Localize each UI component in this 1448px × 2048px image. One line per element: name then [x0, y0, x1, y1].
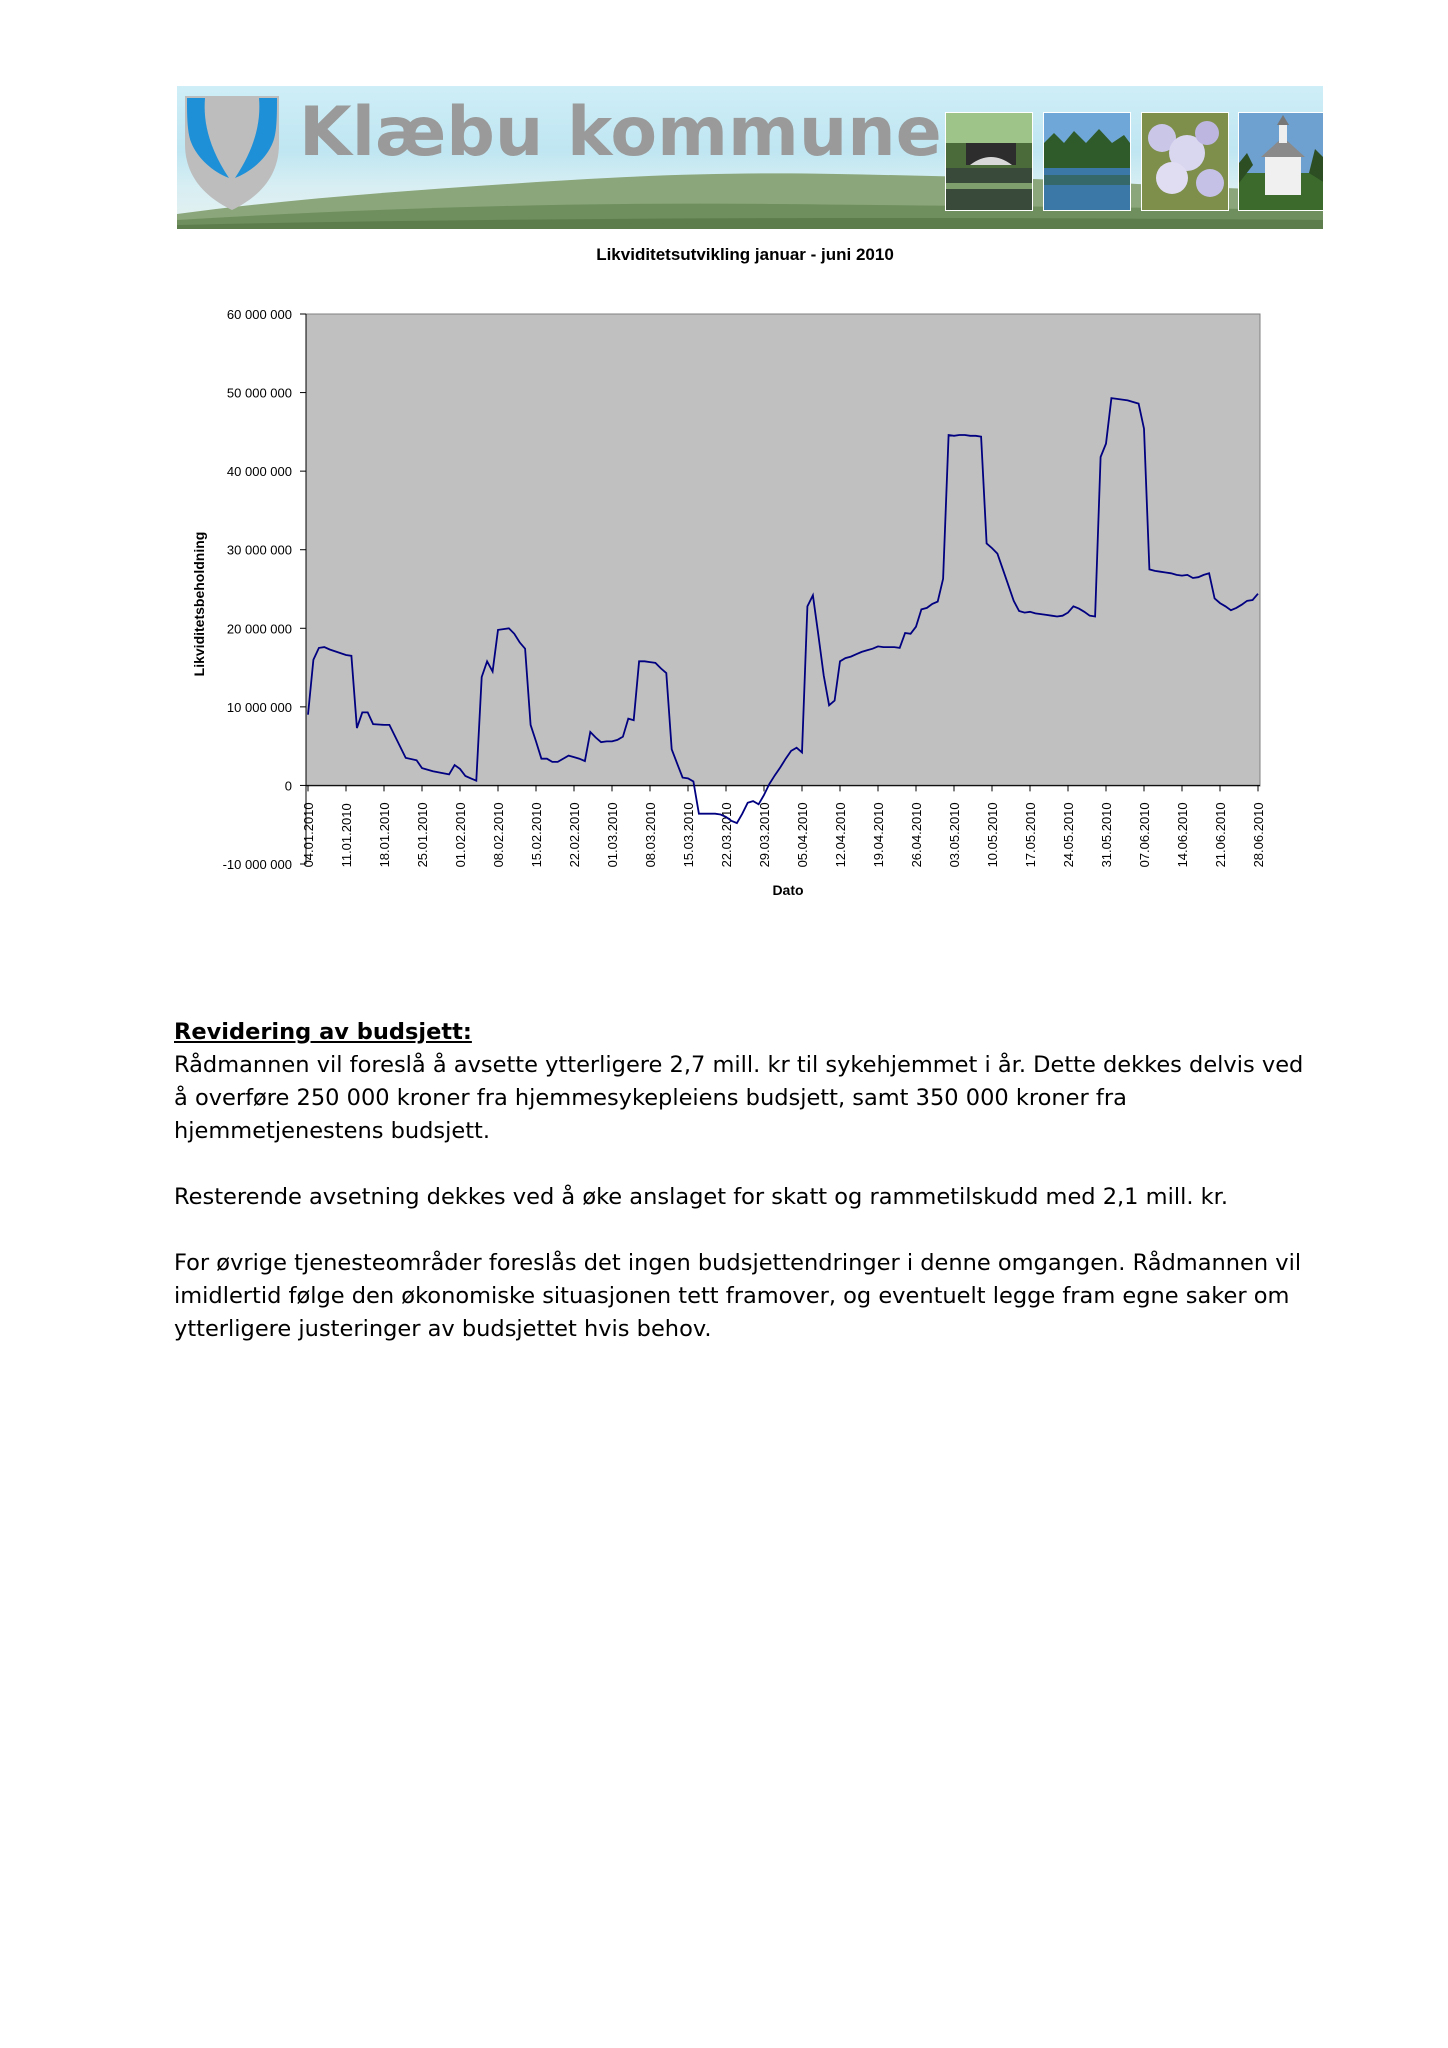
x-tick-label: 18.01.2010	[377, 802, 392, 868]
x-tick-label: 07.06.2010	[1137, 802, 1152, 868]
x-axis	[301, 785, 1266, 867]
x-tick-label: 10.05.2010	[985, 802, 1000, 868]
budget-revision-section	[174, 1016, 1314, 1379]
x-tick-label: 12.04.2010	[833, 802, 848, 868]
y-tick-label: -10 000 000	[222, 857, 292, 872]
liquidity-chart	[170, 240, 1280, 900]
x-tick-label: 29.03.2010	[757, 802, 772, 868]
x-tick-label: 08.03.2010	[643, 802, 658, 868]
y-tick-label: 10 000 000	[226, 699, 292, 715]
x-tick-label: 21.06.2010	[1213, 802, 1228, 868]
x-tick-label: 14.06.2010	[1175, 802, 1190, 868]
bridge-photo	[945, 112, 1033, 211]
section-heading: Revidering av budsjett:	[174, 1019, 472, 1045]
x-tick-label: 26.04.2010	[909, 802, 924, 868]
municipality-title: Klæbu kommune	[299, 93, 942, 172]
plot-area	[306, 314, 1260, 786]
x-tick-label: 17.05.2010	[1023, 802, 1038, 868]
x-tick-label: 01.03.2010	[605, 802, 620, 868]
x-tick-label: 04.01.2010	[301, 802, 316, 868]
y-axis-title: Likviditetsbeholdning	[191, 531, 207, 677]
x-tick-label: 05.04.2010	[795, 802, 810, 868]
y-tick-label: 40 000 000	[226, 464, 292, 480]
x-tick-label: 22.03.2010	[719, 802, 734, 868]
x-tick-label: 19.04.2010	[871, 802, 886, 868]
x-tick-label: 01.02.2010	[453, 802, 468, 868]
church-photo	[1238, 112, 1323, 211]
x-tick-label: 22.02.2010	[567, 802, 582, 868]
paragraph-2: Resterende avsetning dekkes ved å øke anslaget for skatt og rammetilskudd med 2,1 mill. kr.	[174, 1184, 1228, 1210]
paragraph-1: Rådmannen vil foreslå å avsette ytterligere 2,7 mill. kr til sykehjemmet i år. Dette dekkes delvis ved å overføre 250 000 kroner fra hjemmesykepleiens budsjett, samt 350 000 kroner fra hjemmetjenestens budsjett.	[174, 1052, 1304, 1144]
y-tick-label: 30 000 000	[226, 542, 292, 558]
x-tick-label: 24.05.2010	[1061, 802, 1076, 868]
x-axis-title: Dato	[772, 882, 804, 898]
chart-title: Likviditetsutvikling januar - juni 2010	[596, 245, 894, 264]
y-tick-label: 50 000 000	[226, 385, 292, 401]
y-axis	[223, 307, 306, 872]
x-tick-label: 28.06.2010	[1251, 802, 1266, 868]
flowers-photo	[1141, 112, 1229, 211]
header-banner	[177, 86, 1323, 229]
y-tick-label: 20 000 000	[226, 621, 292, 637]
x-tick-label: 31.05.2010	[1099, 802, 1114, 868]
lake-photo	[1043, 112, 1131, 211]
y-tick-label: 60 000 000	[226, 307, 292, 322]
paragraph-3: For øvrige tjenesteområder foreslås det ingen budsjettendringer i denne omgangen. Rådmannen vil imidlertid følge den økonomiske situasjonen tett framover, og eventuelt legge fram egne saker om ytterligere justeringer av budsjettet hvis behov.	[174, 1250, 1302, 1342]
x-tick-label: 25.01.2010	[415, 802, 430, 868]
coat-of-arms-icon	[183, 92, 281, 212]
x-tick-label: 08.02.2010	[491, 802, 506, 868]
x-tick-label: 15.03.2010	[681, 802, 696, 868]
x-tick-label: 03.05.2010	[947, 802, 962, 868]
x-tick-label: 15.02.2010	[529, 802, 544, 868]
y-tick-label: 0	[284, 778, 292, 794]
x-tick-label: 11.01.2010	[339, 803, 354, 868]
